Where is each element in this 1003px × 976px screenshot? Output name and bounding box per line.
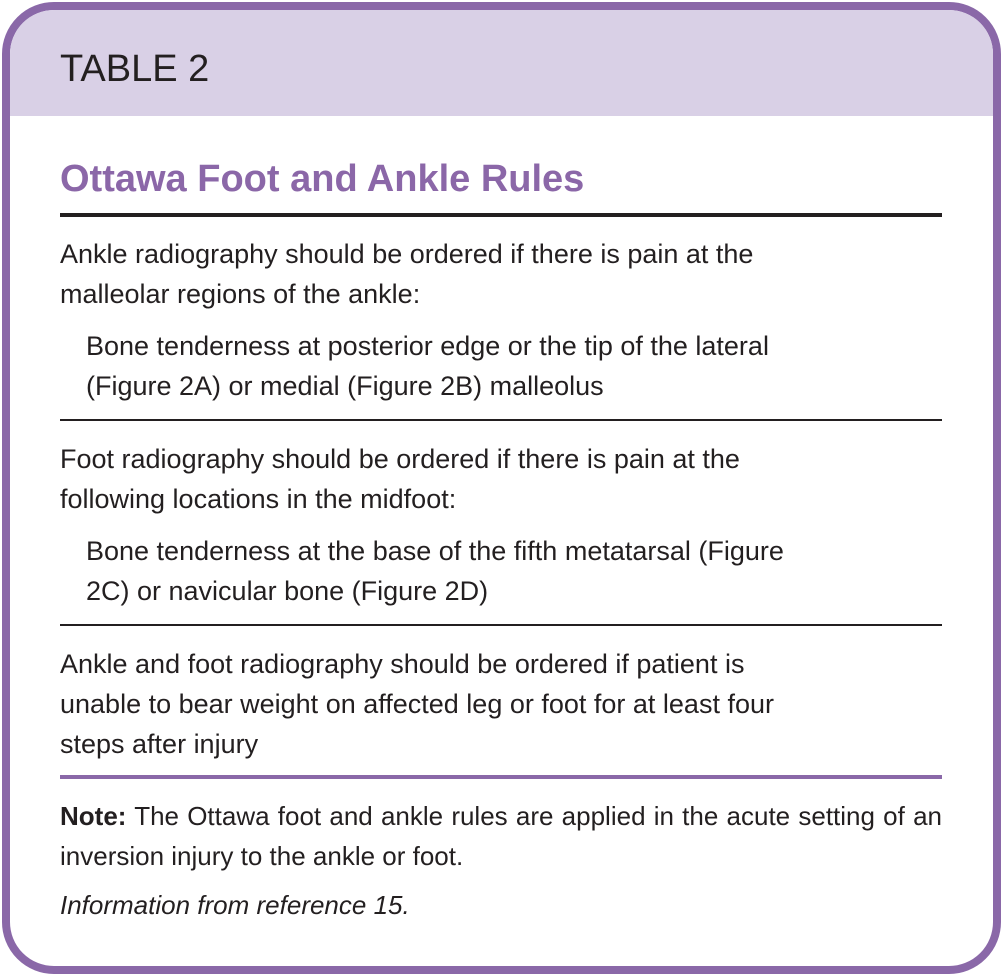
- table-card: [2, 2, 1001, 974]
- table-note: [60, 796, 942, 876]
- text-line: steps after injury: [60, 729, 259, 759]
- text-line: Ankle and foot radiography should be ordered if patient is: [60, 649, 745, 679]
- text-line: (Figure 2A) or medial (Figure 2B) malleolus: [86, 371, 604, 401]
- section-divider: [60, 624, 942, 626]
- source-citation: Information from reference 15.: [60, 890, 410, 920]
- foot-rule: [60, 439, 950, 519]
- weight-bearing-rule: [60, 644, 950, 764]
- text-line: Ankle radiography should be ordered if there is pain at the: [60, 239, 754, 269]
- text-line: Foot radiography should be ordered if there is pain at the: [60, 444, 740, 474]
- text-line: Bone tenderness at posterior edge or the tip of the lateral: [86, 331, 769, 361]
- text-line: unable to bear weight on affected leg or foot for at least four: [60, 689, 774, 719]
- text-line: following locations in the midfoot:: [60, 484, 457, 514]
- footer-divider: [60, 775, 942, 779]
- note-label: Note:: [60, 801, 127, 831]
- ankle-criteria: [86, 326, 976, 406]
- ankle-rule: [60, 234, 950, 314]
- foot-criteria: [86, 531, 976, 611]
- table-title: Ottawa Foot and Ankle Rules: [60, 158, 585, 200]
- text-line: Bone tenderness at the base of the fifth metatarsal (Figure: [86, 536, 784, 566]
- title-divider: [60, 213, 942, 217]
- text-line: 2C) or navicular bone (Figure 2D): [86, 576, 489, 606]
- section-divider: [60, 419, 942, 421]
- table-label: TABLE 2: [60, 48, 210, 90]
- note-text: The Ottawa foot and ankle rules are applied in the acute setting of an inversion injury to the ankle or foot.: [60, 801, 942, 871]
- text-line: malleolar regions of the ankle:: [60, 279, 421, 309]
